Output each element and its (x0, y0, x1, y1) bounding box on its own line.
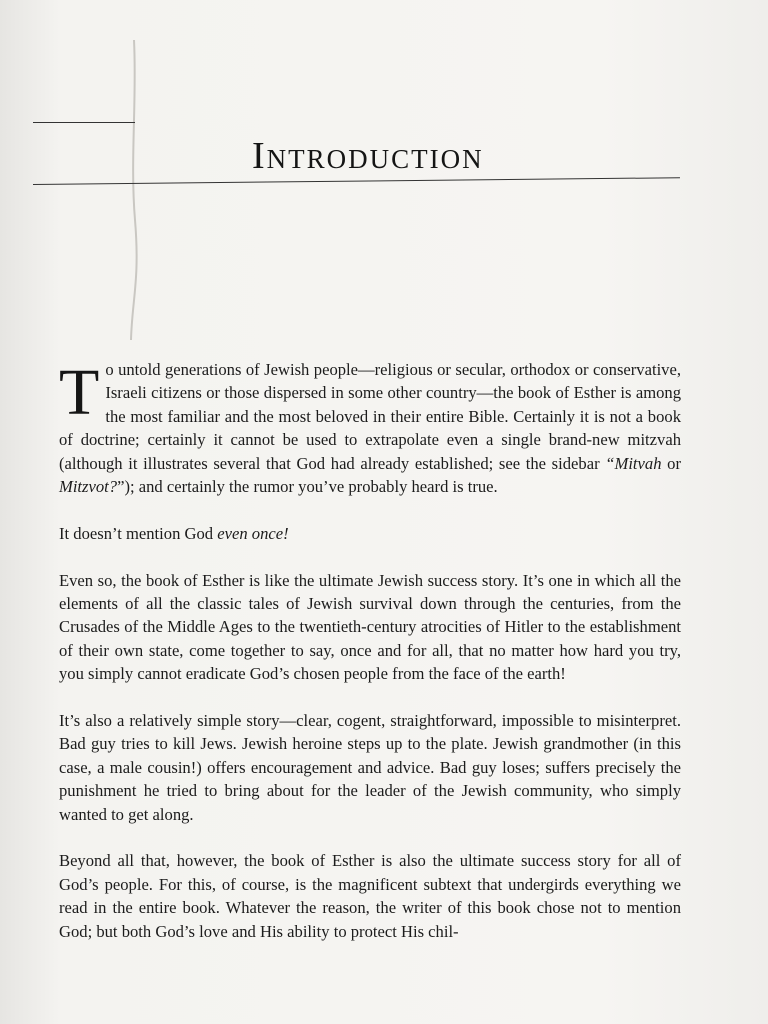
paragraph-3: Even so, the book of Esther is like the ultimate Jewish success story. It’s one in which all the elements of all the classic tales of Jewish survival down through the centuries, from the Crusades of the Middle Ages to the twentieth-century atrocities of Hitler to the establishment of their own state, come together to say, once and for all, that no matter how hard you try, you simply cannot eradicate God’s chosen people from the face of the earth! (59, 570, 681, 684)
paragraph-1-italic-2: Mitzvot? (59, 477, 118, 497)
paragraph-5: Beyond all that, however, the book of Esther is also the ultimate success story for all of God’s people. For this, of course, is the magnificent subtext that undergirds everything we read in the entire book. Whatever the reason, the writer of this book chose not to mention God; but both God’s love and His ability to protect His chil- (59, 851, 681, 941)
paragraph-4: It’s also a relatively simple story—clear, cogent, straightforward, impossible to misinterpret. Bad guy tries to kill Jews. Jewish heroine steps up to the plate. Jewish grandmother (in this case, a male cousin!) offers encouragement and advice. Bad guy loses; suffers precisely the punishment he tried to bring about for the leader of the Jewish community, who simply wanted to get along. (59, 711, 681, 824)
paragraph-1-text: o untold generations of Jewish people—religious or secular, orthodox or conservative, Israeli citizens or those dispersed in some other country—the book of Esther is among the most familiar and the most beloved in their entire Bible. Certainly it is not a book of doctrine; certainly it cannot be used to extrapolate even a single brand-new mitzvah (although it illustrates several that God had already established; see the sidebar (59, 360, 681, 473)
paragraph-2 (59, 522, 681, 545)
drop-cap: T (59, 356, 100, 429)
paragraph-1-text-2: or (661, 453, 681, 473)
paragraph-1-text-3: ”); and certainly the rumor you’ve probably heard is true. (117, 477, 498, 497)
chapter-body (59, 358, 681, 966)
header-rule-short (33, 122, 135, 123)
paragraph-2-italic: even once! (217, 523, 289, 543)
paragraph-2-text: It doesn’t mention God (59, 523, 218, 543)
paragraph-1 (59, 358, 681, 498)
chapter-title: Introduction (252, 135, 484, 177)
page-scratch-mark (128, 40, 140, 340)
paragraph-1-italic-1: “Mitvah (605, 453, 662, 473)
